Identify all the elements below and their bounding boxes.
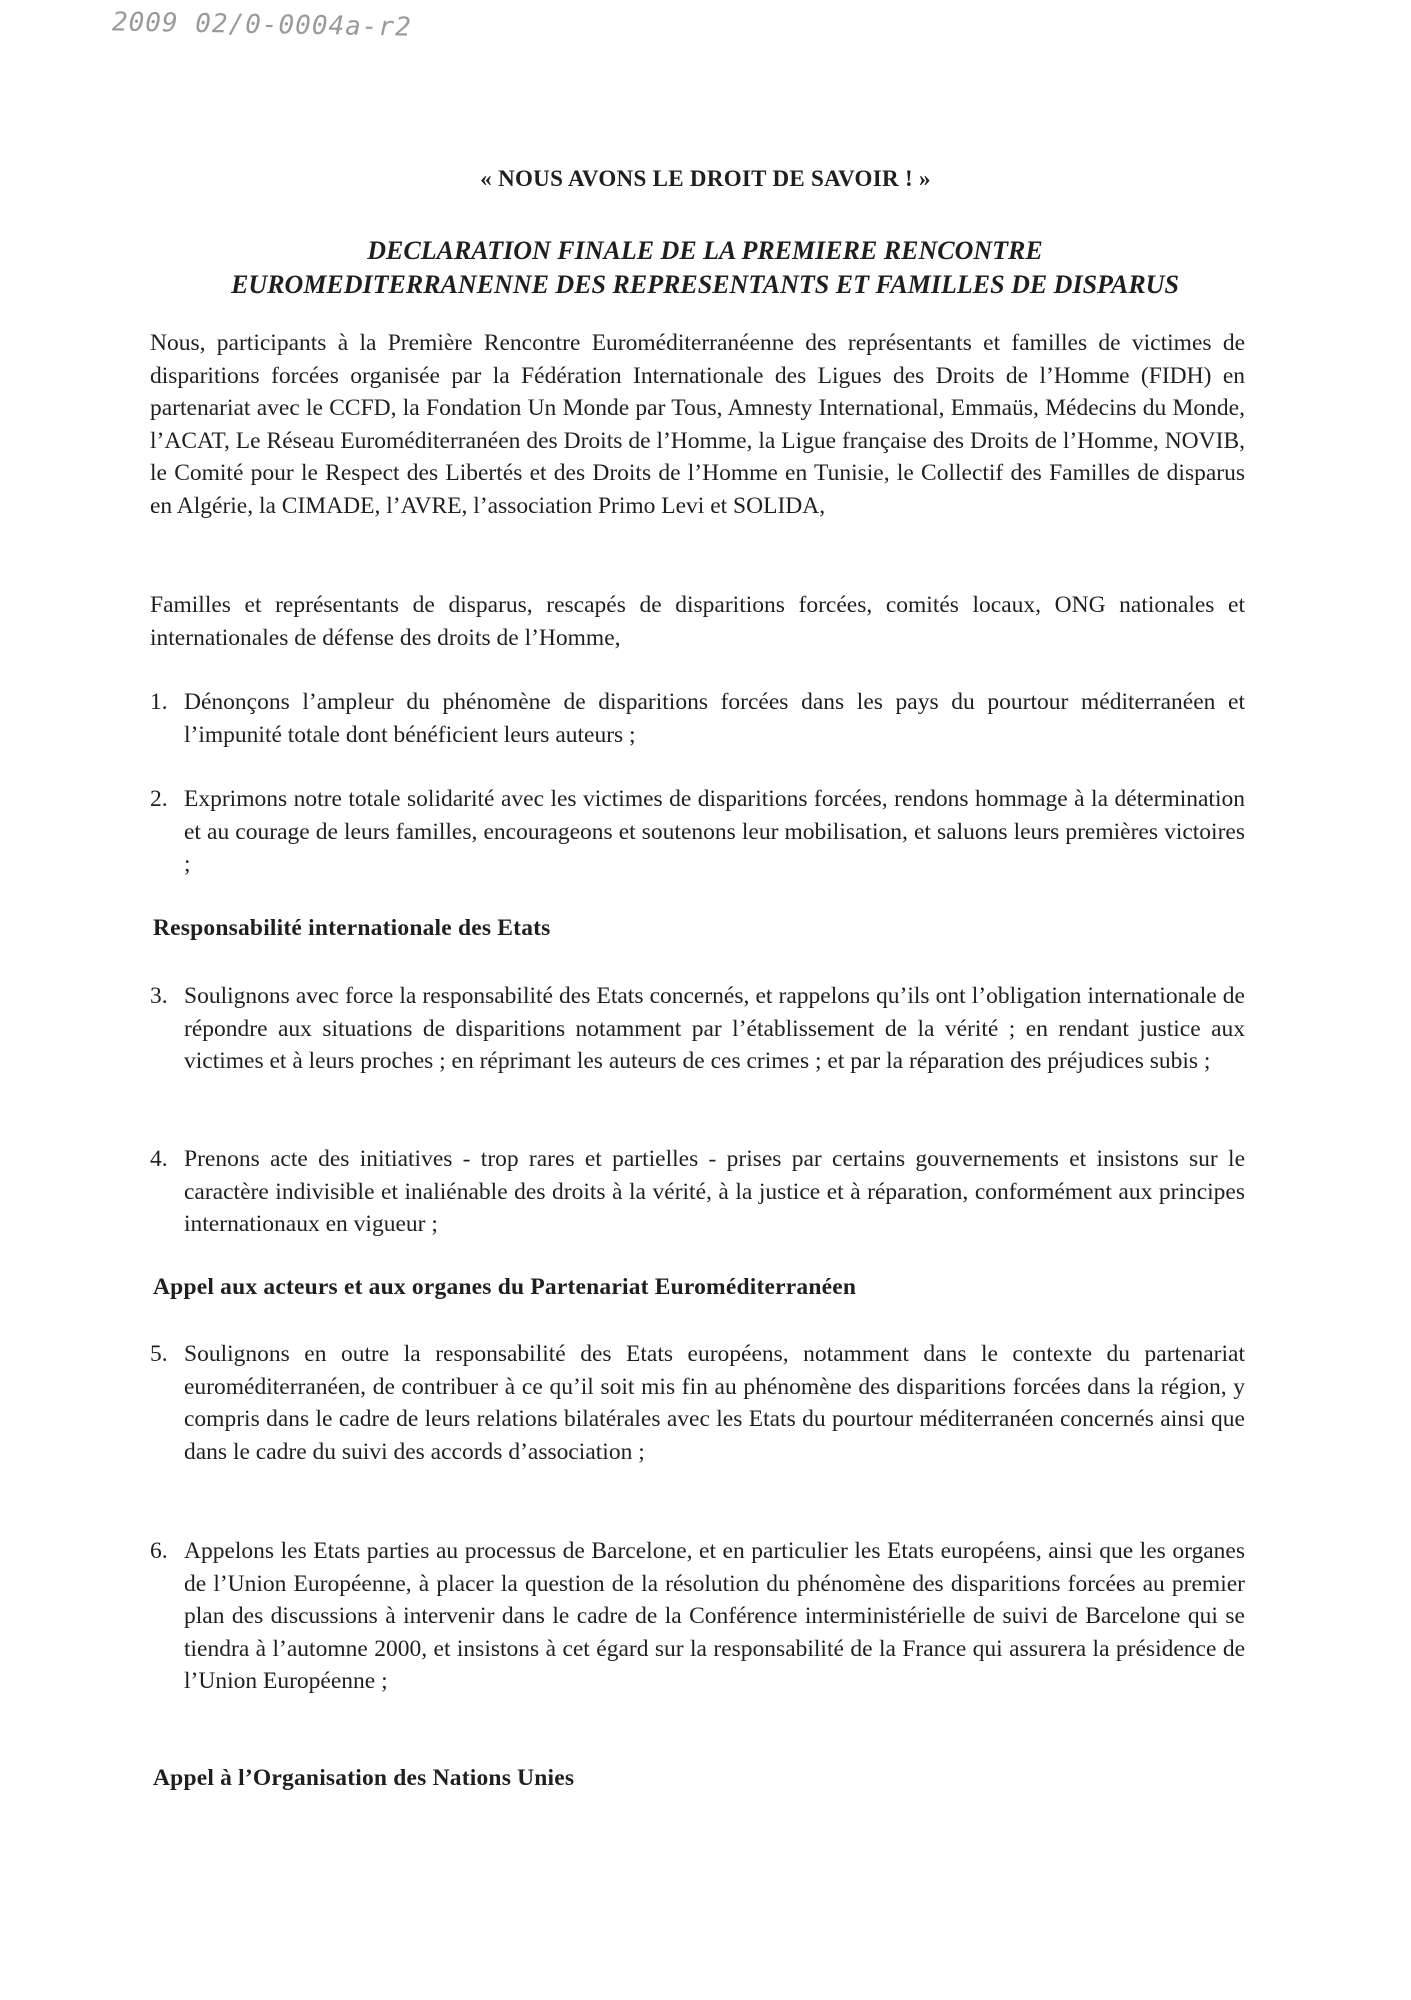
- intro-paragraph: Nous, participants à la Première Rencontre Euroméditerranéenne des représentants et familles de victimes de disparitions forcées organisée par la Fédération Internationale des Ligues des Droits de l’Homme (FIDH) en partenariat avec le CCFD, la Fondation Un Monde par Tous, Amnesty International, Emmaüs, Médecins du Monde, l’ACAT, Le Réseau Euroméditerranéen des Droits de l’Homme, la Ligue française des Droits de l’Homme, NOVIB, le Comité pour le Respect des Libertés et des Droits de l’Homme en Tunisie, le Collectif des Familles de disparus en Algérie, la CIMADE, l’AVRE, l’association Primo Levi et SOLIDA,: [150, 330, 1245, 519]
- item-text: Prenons acte des initiatives - trop rares et partielles - prises par certains gouvernements et insistons sur le caractère indivisible et inaliénable des droits à la vérité, à la justice et à réparation, conformément aux principes internationaux en vigueur ;: [184, 1146, 1245, 1237]
- item-text: Dénonçons l’ampleur du phénomène de disparitions forcées dans les pays du pourtour méditerranéen et l’impunité totale dont bénéficient leurs auteurs ;: [184, 689, 1245, 748]
- item-number: 5.: [150, 1341, 168, 1367]
- section-heading-responsabilite: Responsabilité internationale des Etats: [153, 915, 551, 941]
- declaration-item-3: [150, 980, 1245, 1078]
- item-text: Soulignons avec force la responsabilité des Etats concernés, et rappelons qu’ils ont l’obligation internationale de répondre aux situations de disparitions notamment par l’établissement de la vérité ; en rendant justice aux victimes et à leurs proches ; en réprimant les auteurs de ces crimes ; et par la réparation des préjudices subis ;: [184, 983, 1245, 1074]
- subtitle-line-2: EUROMEDITERRANENNE DES REPRESENTANTS ET FAMILLES DE DISPARUS: [231, 270, 1179, 299]
- families-paragraph: Familles et représentants de disparus, rescapés de disparitions forcées, comités locaux, ONG nationales et internationales de défense des droits de l’Homme,: [150, 592, 1245, 651]
- item-text: Appelons les Etats parties au processus de Barcelone, et en particulier les Etats européens, ainsi que les organes de l’Union Européenne, à placer la question de la résolution du phénomène des disparitions forcées au premier plan des discussions à intervenir dans le cadre de la Conférence interministérielle de suivi de Barcelone qui se tiendra à l’automne 2000, et insistons à cet égard sur la responsabilité de la France qui assurera la présidence de l’Union Européenne ;: [184, 1538, 1245, 1694]
- section-heading-partenariat: Appel aux acteurs et aux organes du Partenariat Euroméditerranéen: [153, 1274, 857, 1300]
- document-title: « NOUS AVONS LE DROIT DE SAVOIR ! »: [480, 166, 931, 191]
- declaration-item-6: [150, 1535, 1245, 1698]
- item-number: 1.: [150, 689, 168, 715]
- document-subtitle: [150, 234, 1260, 302]
- item-number: 6.: [150, 1538, 168, 1564]
- handwritten-reference-number: 2009 02/0-0004a-r2: [111, 7, 413, 43]
- item-text: Exprimons notre totale solidarité avec les victimes de disparitions forcées, rendons hommage à la détermination et au courage de leurs familles, encourageons et soutenons leur mobilisation, et saluons leurs premières victoires ;: [184, 786, 1245, 877]
- declaration-item-4: [150, 1143, 1245, 1241]
- section-heading-nations-unies: Appel à l’Organisation des Nations Unies: [153, 1765, 575, 1791]
- declaration-item-2: [150, 783, 1245, 881]
- item-number: 3.: [150, 983, 168, 1009]
- declaration-item-5: [150, 1338, 1245, 1468]
- item-number: 2.: [150, 786, 168, 812]
- item-number: 4.: [150, 1146, 168, 1172]
- item-text: Soulignons en outre la responsabilité des Etats européens, notamment dans le contexte du partenariat euroméditerranéen, de contribuer à ce qu’il soit mis fin au phénomène des disparitions forcées dans la région, y compris dans le cadre de leurs relations bilatérales avec les Etats du pourtour méditerranéen concernés ainsi que dans le cadre du suivi des accords d’association ;: [184, 1341, 1245, 1465]
- subtitle-line-1: DECLARATION FINALE DE LA PREMIERE RENCONTRE: [367, 236, 1043, 265]
- declaration-item-1: [150, 686, 1245, 751]
